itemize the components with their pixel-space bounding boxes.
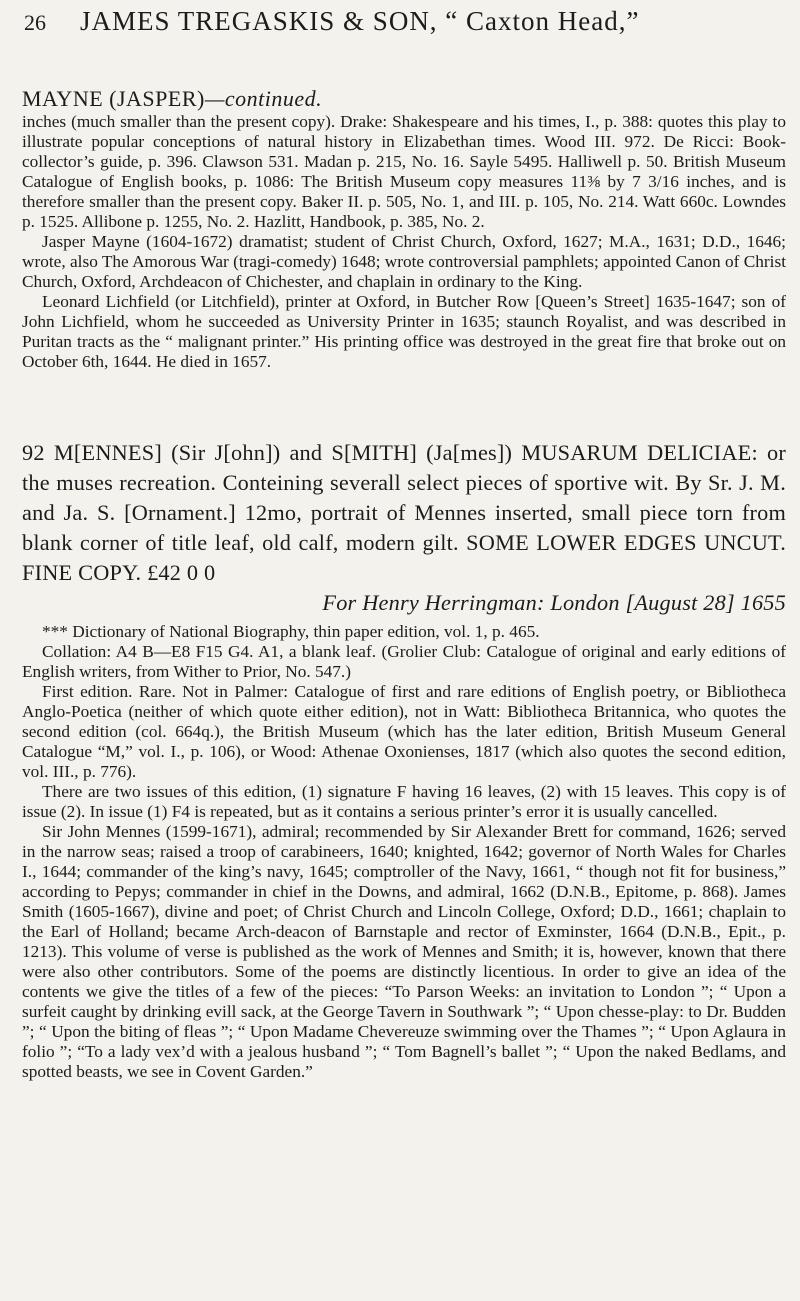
note-biography-mennes-smith: Sir John Mennes (1599-1671), admiral; recommended by Sir Alexander Brett for command, 1626; served in the narrow seas; raised a troop of carabineers, 1640; knighted, 1642; governor of North Wales for Charles I., 1644; commander of the king’s navy, 1645; comptroller of the Navy, 1661, “ though not fit for business,” according to Pepys; commander in chief in the Downs, and admiral, 1662 (D.N.B., Epitome, p. 868). James Smith (1605-1667), divine and poet; of Christ Church and Lincoln College, Oxford; D.D., 1661; chaplain to the Earl of Holland; became Arch-deacon of Barnstaple and rector of Exminster, 1664 (D.N.B., Epit., p. 1213). This volume of verse is published as the work of Mennes and Smith; it is, however, known that there were also other contributors. Some of the poems are distinctly licentious. In order to give an idea of the contents we give the titles of a few of the pieces: “To Parson Weeks: an invitation to London ”; “ Upon a surfeit caught by drinking evill sack, at the George Tavern in Southwark ”; “ Upon chesse-play: to Dr. Budden ”; “ Upon the biting of fleas ”; “ Upon Madame Chevereuze swimming over the Thames ”; “ Upon Aglaura in folio ”; “To a lady vex’d with a jealous husband ”; “ Tom Bagnell’s ballet ”; “ Upon the naked Bedlams, and spotted beasts, we see in Covent Garden.” [22, 822, 786, 1081]
note-first-edition: First edition. Rare. Not in Palmer: Catalogue of first and rare editions of English poetry, or Bibliotheca Anglo-Poetica (neither of which quote either edition), not in Watt: Bibliotheca Britannica, who quotes the second edition (col. 664q.), the British Museum (which has the later edition, British Museum General Catalogue “M,” vol. I., p. 106), or Wood: Athenae Oxonienses, 1817 (which also quotes the second edition, vol. III., p. 776). [22, 682, 786, 781]
biography-leonard-lichfield: Leonard Lichfield (or Litchfield), printer at Oxford, in Butcher Row [Queen’s Street] 1635-1647; son of John Lichfield, whom he succeeded as University Printer in 1635; staunch Royalist, and was described in Puritan tracts as the “ malignant printer.” His printing office was destroyed in the great fire that broke out on October 6th, 1644. He died in 1657. [22, 292, 786, 371]
entry-number: 92 [22, 440, 45, 465]
entry-notes [22, 622, 786, 1082]
continued-heading [22, 86, 786, 112]
page-number: 26 [24, 10, 46, 35]
running-head: JAMES TREGASKIS & SON, “ Caxton Head,” [80, 6, 640, 36]
entry-description: M[ENNES] (Sir J[ohn]) and S[MITH] (Ja[mes]) MUSARUM DELICIAE: or the muses recreation. Conteining severall select pieces of sportive wit. By Sr. J. M. and Ja. S. [Ornament.] 12mo, portrait of Mennes inserted, small piece torn from blank corner of title leaf, old calf, modern gilt. SOME LOWER EDGES UNCUT. FINE COPY. £42 0 0 [22, 440, 786, 585]
note-issues: There are two issues of this edition, (1) signature F having 16 leaves, (2) with 15 leaves. This copy is of issue (2). In issue (1) F4 is repeated, but as it contains a serious printer’s error it is usually cancelled. [22, 782, 786, 821]
bibliographic-note: inches (much smaller than the present copy). Drake: Shakespeare and his times, I., p. 388: quotes this play to illustrate popular conceptions of natural history in Elizabethan times. Wood III. 972. De Ricci: Book-collector’s guide, p. 396. Clawson 531. Madan p. 215, No. 16. Sayle 5495. Halliwell p. 50. British Museum Catalogue of English books, p. 1086: The British Museum copy measures 11⅜ by 7 3/16 inches, and is therefore smaller than the present copy. Baker II. p. 505, No. 1, and III. p. 105, No. 214. Watt 660c. Lowndes p. 1525. Allibone p. 1255, No. 2. Hazlitt, Handbook, p. 385, No. 2. [22, 112, 786, 231]
note-collation: Collation: A4 B—E8 F15 G4. A1, a blank leaf. (Grolier Club: Catalogue of original and early editions of English writers, from Wither to Prior, No. 547.) [22, 642, 786, 681]
entry-imprint: For Henry Herringman: London [August 28] 1655 [322, 590, 786, 615]
page-header [22, 6, 786, 58]
biography-jasper-mayne: Jasper Mayne (1604-1672) dramatist; student of Christ Church, Oxford, 1627; M.A., 1631; D.D., 1646; wrote, also The Amorous War (tragi-comedy) 1648; wrote controversial pamphlets; appointed Canon of Christ Church, Oxford, Archdeacon of Chichester, and chaplain in ordinary to the King. [22, 232, 786, 291]
note-dnb: *** Dictionary of National Biography, thin paper edition, vol. 1, p. 465. [42, 622, 540, 641]
entry-title [22, 438, 786, 618]
continued-heading-name: MAYNE (JASPER) [22, 86, 205, 111]
continued-label: —continued. [204, 86, 323, 111]
catalogue-entry-92 [22, 438, 786, 1082]
